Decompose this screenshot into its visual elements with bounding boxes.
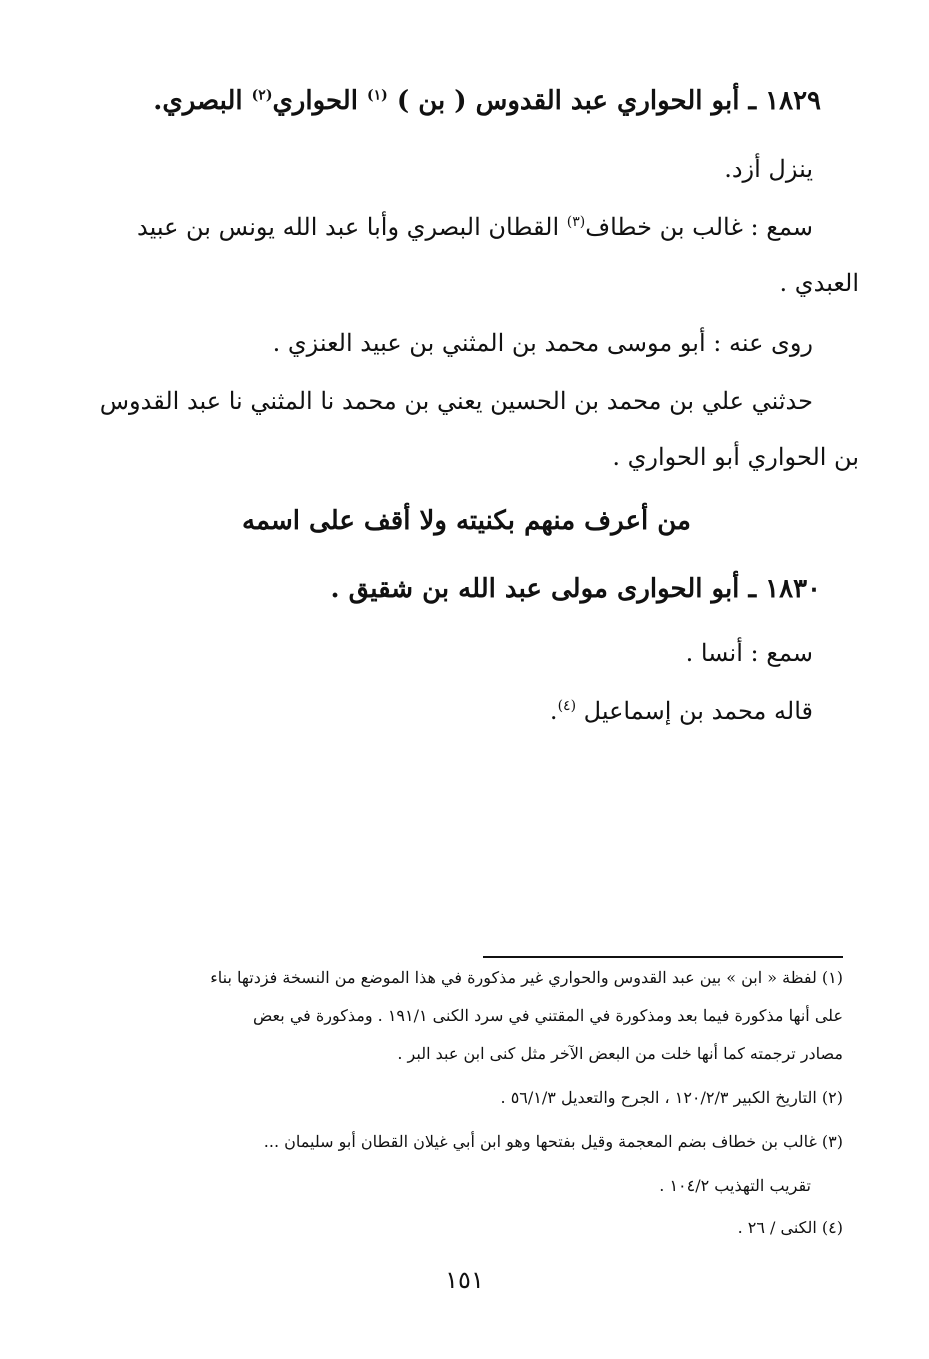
entry-1829-line-4: روى عنه : أبو موسى محمد بن المثني بن عبيد العنزي . bbox=[272, 329, 813, 357]
footnote-3-line-2: تقريب التهذيب ١٠٤/٢ . bbox=[659, 1176, 811, 1195]
line-text: سمع : غالب بن خطاف bbox=[585, 213, 813, 241]
line-text: قاله محمد بن إسماعيل bbox=[583, 697, 813, 725]
line-text: . bbox=[549, 697, 558, 725]
entry-heading-1829 bbox=[153, 84, 821, 118]
footnote-1-line-1: (١) لفظة « ابن » بين عبد القدوس والحواري غير مذكورة في هذا الموضع من النسخة فزدتها بناء bbox=[210, 968, 843, 987]
section-heading: من أعرف منهم بكنيته ولا أقف على اسمه bbox=[242, 506, 691, 536]
entry-1830-line-1: سمع : أنسا . bbox=[685, 639, 813, 667]
entry-heading-1830: ١٨٣٠ ـ أبو الحوارى مولى عبد الله بن شقيق . bbox=[330, 574, 821, 604]
entry-1829-line-5: حدثني علي بن محمد بن الحسين يعني بن محمد نا المثني نا عبد القدوس bbox=[99, 387, 813, 415]
footnote-separator bbox=[483, 956, 843, 958]
footnote-1-line-2: على أنها مذكورة فيما بعد ومذكورة في المقتني في سرد الكنى ١٩١/١ . ومذكورة في بعض bbox=[252, 1006, 843, 1025]
footnote-ref-3: (٣) bbox=[566, 214, 586, 230]
footnote-ref-1: (١) bbox=[367, 87, 388, 104]
footnote-ref-4: (٤) bbox=[557, 698, 577, 714]
entry-1829-line-6: بن الحواري أبو الحواري . bbox=[612, 443, 859, 471]
entry-1829-line-2 bbox=[137, 210, 813, 244]
footnote-2: (٢) التاريخ الكبير ١٢٠/٢/٣ ، الجرح والتعديل ٥٦/١/٣ . bbox=[500, 1088, 843, 1107]
footnote-ref-2: (٢) bbox=[251, 87, 273, 104]
footnote-1-line-3: مصادر ترجمته كما أنها خلت من البعض الآخر مثل كنى ابن عبد البر . bbox=[397, 1044, 843, 1063]
line-text: القطان البصري وأبا عبد الله يونس بن عبيد bbox=[137, 213, 560, 241]
entry-1829-line-1: ينزل أزد. bbox=[724, 155, 813, 183]
heading-text: البصري. bbox=[153, 86, 243, 116]
entry-1829-line-3: العبدي . bbox=[779, 269, 859, 297]
footnote-4: (٤) الكنى / ٢٦ . bbox=[737, 1218, 843, 1237]
entry-1830-line-2 bbox=[550, 694, 813, 728]
heading-text: ١٨٢٩ ـ أبو الحواري عبد القدوس ( بن ) bbox=[396, 86, 821, 116]
footnote-3-line-1: (٣) غالب بن خطاف بضم المعجمة وقيل بفتحها وهو ابن أبي غيلان القطان أبو سليمان ... bbox=[263, 1132, 843, 1151]
heading-text: الحواري bbox=[272, 86, 358, 116]
page-number: ١٥١ bbox=[445, 1266, 484, 1294]
